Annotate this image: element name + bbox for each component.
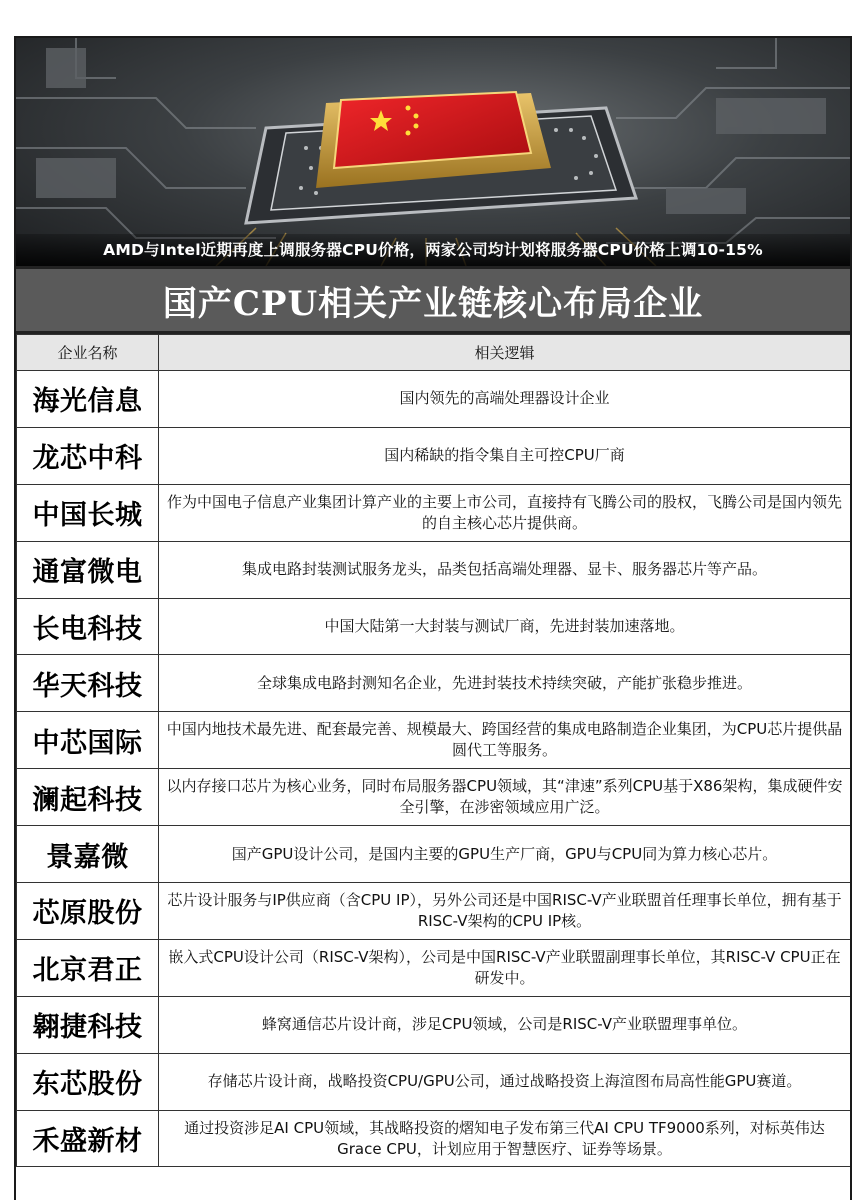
company-logic: 中国大陆第一大封装与测试厂商，先进封装加速落地。 [159,598,851,655]
table-row [17,1110,851,1167]
table-row [17,712,851,769]
title-bar [16,266,850,334]
company-logic: 国内稀缺的指令集自主可控CPU厂商 [159,427,851,484]
company-name: 海光信息 [17,371,159,428]
cpu-chip-china-flag-icon [16,38,850,266]
table-row [17,1053,851,1110]
company-name: 澜起科技 [17,769,159,826]
company-logic: 作为中国电子信息产业集团计算产业的主要上市公司，直接持有飞腾公司的股权，飞腾公司是国内领先的自主核心芯片提供商。 [159,484,851,541]
company-logic: 芯片设计服务与IP供应商（含CPU IP），另外公司还是中国RISC-V产业联盟首任理事长单位，拥有基于RISC-V架构的CPU IP核。 [159,883,851,940]
table-row [17,883,851,940]
company-logic: 国内领先的高端处理器设计企业 [159,371,851,428]
table-row [17,996,851,1053]
company-logic: 集成电路封装测试服务龙头，品类包括高端处理器、显卡、服务器芯片等产品。 [159,541,851,598]
table-row [17,484,851,541]
company-name: 华天科技 [17,655,159,712]
company-logic: 存储芯片设计商，战略投资CPU/GPU公司，通过战略投资上海渲图布局高性能GPU赛道。 [159,1053,851,1110]
company-name: 通富微电 [17,541,159,598]
company-logic: 通过投资涉足AI CPU领域，其战略投资的熠知电子发布第三代AI CPU TF9000系列，对标英伟达Grace CPU，计划应用于智慧医疗、证券等场景。 [159,1110,851,1167]
company-name: 中国长城 [17,484,159,541]
company-name: 长电科技 [17,598,159,655]
page-title: 国产CPU相关产业链核心布局企业 [162,283,704,324]
table-row [17,655,851,712]
table-row [17,769,851,826]
company-logic: 中国内地技术最先进、配套最完善、规模最大、跨国经营的集成电路制造企业集团，为CPU芯片提供晶圆代工等服务。 [159,712,851,769]
table-row [17,541,851,598]
header-related-logic: 相关逻辑 [159,335,851,371]
hero-caption: AMD与Intel近期再度上调服务器CPU价格，两家公司均计划将服务器CPU价格上调10-15% [16,234,850,266]
header-company-name: 企业名称 [17,335,159,371]
company-table [16,334,851,1167]
company-logic: 以内存接口芯片为核心业务，同时布局服务器CPU领域，其“津速”系列CPU基于X86架构，集成硬件安全引擎，在涉密领域应用广泛。 [159,769,851,826]
company-name: 中芯国际 [17,712,159,769]
table-row [17,939,851,996]
hero-image [16,38,850,266]
company-name: 龙芯中科 [17,427,159,484]
infographic-frame [14,36,852,1200]
company-name: 北京君正 [17,939,159,996]
company-name: 翱捷科技 [17,996,159,1053]
company-logic: 全球集成电路封测知名企业，先进封装技术持续突破，产能扩张稳步推进。 [159,655,851,712]
company-logic: 国产GPU设计公司，是国内主要的GPU生产厂商，GPU与CPU同为算力核心芯片。 [159,826,851,883]
company-name: 禾盛新材 [17,1110,159,1167]
table-row [17,598,851,655]
table-row [17,427,851,484]
company-logic: 蜂窝通信芯片设计商，涉足CPU领域，公司是RISC-V产业联盟理事单位。 [159,996,851,1053]
table-header-row [17,335,851,371]
table-row [17,371,851,428]
company-name: 景嘉微 [17,826,159,883]
company-name: 东芯股份 [17,1053,159,1110]
table-row [17,826,851,883]
company-logic: 嵌入式CPU设计公司（RISC-V架构），公司是中国RISC-V产业联盟副理事长单位，其RISC-V CPU正在研发中。 [159,939,851,996]
company-name: 芯原股份 [17,883,159,940]
